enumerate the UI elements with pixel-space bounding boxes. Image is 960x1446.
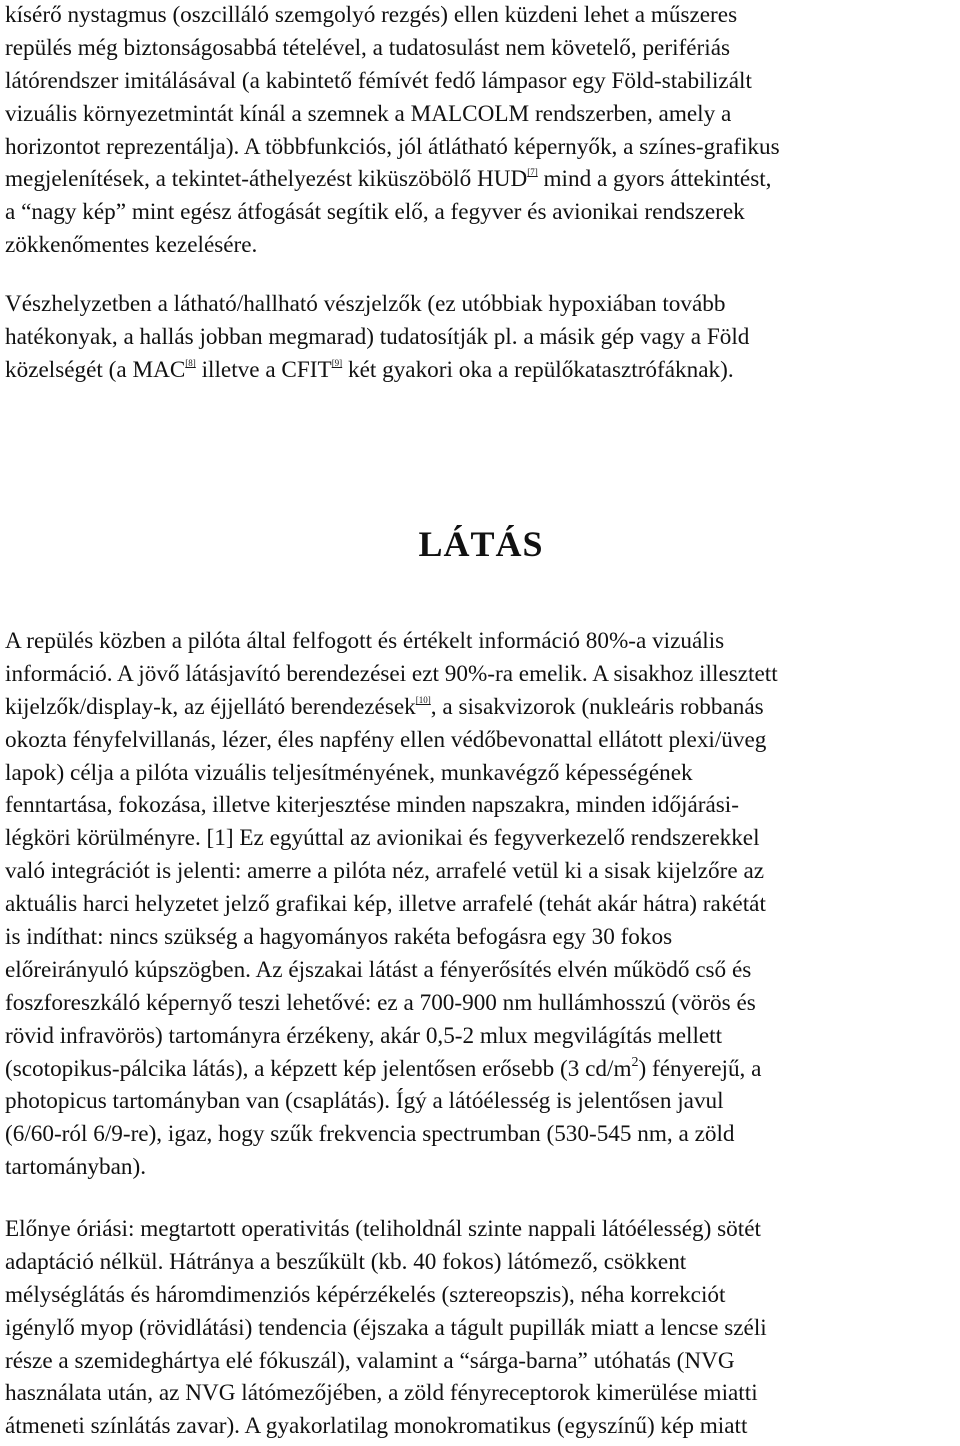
paragraph-1 xyxy=(5,0,780,262)
text-line: Vészhelyzetben a látható/hallható vészjelzők (ez utóbbiak hypoxiában tovább xyxy=(5,291,726,317)
text-line: fenntartása, fokozása, illetve kiterjesztése minden napszakra, minden időjárási- xyxy=(5,792,739,819)
text-line xyxy=(5,1053,778,1086)
text-line xyxy=(5,691,778,724)
text-segment: ) fényerejű, a xyxy=(638,1055,762,1082)
text-line: Előnye óriási: megtartott operativitás (teliholdnál szinte nappali látóélesség) sötét xyxy=(5,1216,761,1242)
footnote-link-9[interactable]: [9] xyxy=(331,357,343,368)
text-line: igénylő myop (rövidlátási) tendencia (éjszaka a tágult pupillák miatt a lencse széli xyxy=(5,1314,767,1341)
footnote-link-10[interactable]: [10] xyxy=(415,694,431,705)
text-segment: kijelzők/display-k, az éjjellátó berendezések xyxy=(5,693,416,720)
text-line: mélységlátás és háromdimenziós képérzékelés (sztereopszis), néha korrekciót xyxy=(5,1281,726,1308)
text-line: lapok) célja a pilóta vizuális teljesítményének, munkavégző képességének xyxy=(5,759,693,786)
text-line: okozta fényfelvillanás, lézer, éles napfény ellen védőbevonattal ellátott plexi/üveg xyxy=(5,726,767,753)
text-line: adaptáció nélkül. Hátránya a beszűkült (kb. 40 fokos) látómező, csökkent xyxy=(5,1248,687,1275)
text-line: való integrációt is jelenti: amerre a pilóta néz, arrafelé vetül ki a sisak kijelzőre az xyxy=(5,858,765,885)
paragraph-4 xyxy=(5,1213,767,1443)
text-line: része a szemideghártya elé fókuszál), valamint a “sárga-barna” utóhatás (NVG xyxy=(5,1347,735,1374)
footnote-link-7[interactable]: [7] xyxy=(527,167,538,178)
footnote-link-8[interactable]: [8] xyxy=(185,357,196,368)
text-segment: megjelenítések, a tekintet-áthelyezést kiküszöbölő HUD xyxy=(5,166,528,193)
section-heading: LÁTÁS xyxy=(418,524,544,565)
text-line: is indíthat: nincs szükség a hagyományos rakéta befogásra egy 30 fokos xyxy=(5,924,673,951)
text-line: foszforeszkáló képernyő teszi lehetővé: ez a 700-900 nm hullámhosszú (vörös és xyxy=(5,989,756,1016)
superscript-exponent: 2 xyxy=(631,1054,639,1070)
text-line xyxy=(5,354,749,387)
text-line: a “nagy kép” mint egész átfogását segítik elő, a fegyver és avionikai rendszerek xyxy=(5,199,745,226)
text-line: információ. A jövő látásjavító berendezései ezt 90%-ra emelik. A sisakhoz illesztett xyxy=(5,660,778,687)
text-line: tartományban). xyxy=(5,1154,147,1181)
text-line: látórendszer imitálásával (a kabintető fémívét fedő lámpasor egy Föld-stabilizált xyxy=(5,67,752,94)
paragraph-3 xyxy=(5,625,778,1184)
text-line: légköri körülményre. [1] Ez egyúttal az avionikai és fegyverkezelő rendszerekkel xyxy=(5,825,760,852)
text-segment: , a sisakvizorok (nukleáris robbanás xyxy=(430,693,764,720)
text-segment: mind a gyors áttekintést, xyxy=(537,166,772,193)
text-segment: közelségét (a MAC xyxy=(5,356,186,383)
text-line: (6/60-ról 6/9-re), igaz, hogy szűk frekvencia spectrumban (530-545 nm, a zöld xyxy=(5,1121,735,1148)
text-line: zökkenőmentes kezelésére. xyxy=(5,232,258,259)
paragraph-2 xyxy=(5,288,749,387)
text-line: átmeneti színlátás zavar). A gyakorlatilag monokromatikus (egyszínű) kép miatt xyxy=(5,1413,748,1440)
text-segment: (scotopikus-pálcika látás), a képzett kép jelentősen erősebb (3 cd/m xyxy=(5,1055,632,1082)
text-line: vizuális környezetmintát kínál a szemnek a MALCOLM rendszerben, amely a xyxy=(5,100,732,127)
text-line: kísérő nystagmus (oszcilláló szemgolyó rezgés) ellen küzdeni lehet a műszeres xyxy=(5,2,738,28)
text-line: A repülés közben a pilóta által felfogott és értékelt információ 80%-a vizuális xyxy=(5,628,725,654)
text-line: használata után, az NVG látómezőjében, a zöld fényreceptorok kimerülése miatti xyxy=(5,1380,758,1407)
text-line: repülés még biztonságosabbá tételével, a tudatosulást nem követelő, perifériás xyxy=(5,34,731,61)
text-line: rövid infravörös) tartományra érzékeny, akár 0,5-2 mlux megvilágítás mellett xyxy=(5,1022,723,1049)
text-segment: két gyakori oka a repülőkatasztrófáknak). xyxy=(342,356,734,383)
text-line: hatékonyak, a hallás jobban megmarad) tudatosítják pl. a másik gép vagy a Föld xyxy=(5,323,750,350)
text-line xyxy=(5,163,780,196)
text-line: photopicus tartományban van (csaplátás). Ígý a látóélesség is jelentősen javul xyxy=(5,1088,724,1115)
text-line: horizontot reprezentálja). A többfunkciós, jól átlátható képernyők, a színes-grafikus xyxy=(5,133,780,160)
text-line: előreirányuló kúpszögben. Az éjszakai látást a fényerősítés elvén működő cső és xyxy=(5,956,752,983)
text-line: aktuális harci helyzetet jelző grafikai kép, illetve arrafelé (tehát akár hátra) rakétát xyxy=(5,891,766,918)
text-segment: illetve a CFIT xyxy=(195,356,332,383)
